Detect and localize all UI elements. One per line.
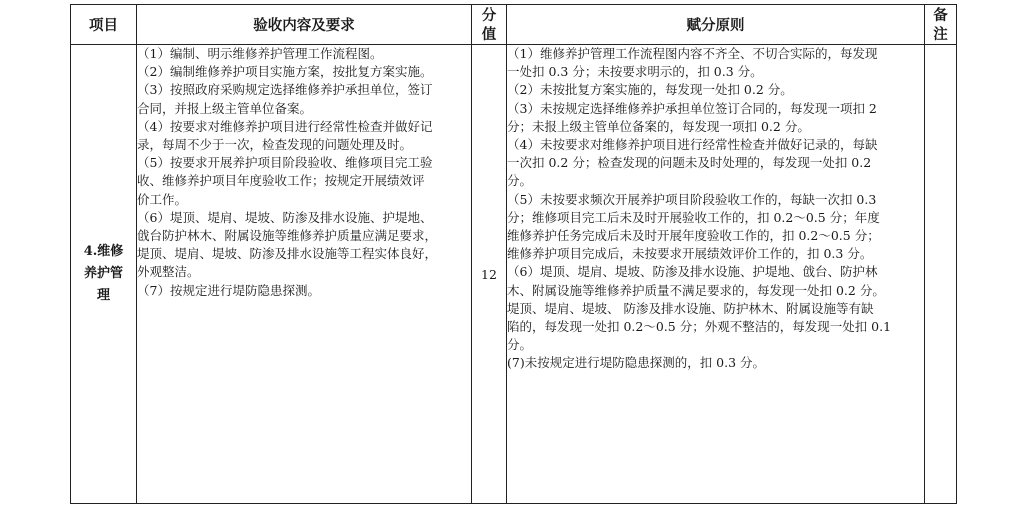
content-line: （3）按照政府采购规定选择维修养护承担单位，签订 bbox=[137, 82, 433, 98]
score-value: 12 bbox=[481, 266, 497, 282]
rule-line: 分；未报上级主管单位备案的，每发现一项扣 0.2 分。 bbox=[507, 118, 810, 134]
rule-cell bbox=[507, 45, 925, 504]
content-line: （4）按要求对维修养护项目进行经常性检查并做好记 bbox=[137, 118, 433, 134]
item-cell bbox=[71, 45, 137, 504]
item-line: 4.维修 bbox=[83, 244, 124, 259]
rule-line: 分；维修项目完工后未及时开展验收工作的，扣 0.2～0.5 分；年度 bbox=[507, 209, 880, 225]
header-remark bbox=[925, 5, 957, 45]
header-row bbox=[71, 5, 957, 45]
acceptance-scoring-table bbox=[70, 4, 957, 504]
content-line: 合同，并报上级主管单位备案。 bbox=[137, 100, 313, 116]
content-line: （1）编制、明示维修养护管理工作流程图。 bbox=[137, 46, 383, 61]
rule-line: （2）未按批复方案实施的，每发现一处扣 0.2 分。 bbox=[507, 82, 793, 98]
content-line: 戗台防护林木、附属设施等维修养护质量应满足要求， bbox=[137, 228, 438, 244]
header-rule-label: 赋分原则 bbox=[686, 17, 745, 34]
item-line: 理 bbox=[96, 288, 110, 303]
header-score bbox=[472, 5, 507, 45]
rule-line: （5）未按要求频次开展养护项目阶段验收工作的，每缺一次扣 0.3 bbox=[507, 191, 877, 207]
rule-line: 一次扣 0.2 分；检查发现的问题未及时处理的，每发现一处扣 0.2 bbox=[507, 155, 872, 171]
content-line: （6）堤顶、堤肩、堤坡、防渗及排水设施、护堤地、 bbox=[137, 209, 433, 225]
header-rule bbox=[507, 5, 925, 45]
rule-line: （4）未按要求对维修养护项目进行经常性检查并做好记录的，每缺 bbox=[507, 137, 878, 153]
rule-line: 一处扣 0.3 分；未按要求明示的，扣 0.3 分。 bbox=[507, 64, 763, 80]
header-score-line-1: 分 bbox=[481, 6, 497, 24]
header-item-label: 项目 bbox=[89, 17, 118, 34]
header-remark-line-2: 注 bbox=[933, 25, 948, 43]
content-line: （2）编制维修养护项目实施方案，按批复方案实施。 bbox=[137, 64, 433, 80]
content-line: 价工作。 bbox=[137, 191, 188, 207]
score-cell bbox=[472, 45, 507, 504]
rule-line: 陷的，每发现一处扣 0.2～0.5 分；外观不整洁的，每发现一处扣 0.1 bbox=[507, 319, 892, 335]
rule-line: 分。 bbox=[507, 173, 533, 189]
header-remark-line-1: 备 bbox=[933, 6, 948, 24]
content-line: 收、维修养护项目年度验收工作；按规定开展绩效评 bbox=[137, 173, 425, 189]
rule-line: （3）未按规定选择维修养护承担单位签订合同的，每发现一项扣 2 bbox=[507, 100, 877, 116]
content-line: 录，每周不少于一次，检查发现的问题处理及时。 bbox=[137, 137, 413, 153]
rule-line: 堤顶、堤肩、堤坡、 防渗及排水设施、防护林木、附属设施等有缺 bbox=[507, 300, 874, 316]
content-line: 外观整洁。 bbox=[137, 264, 200, 280]
header-item bbox=[71, 5, 137, 45]
rule-line: 维修养护任务完成后未及时开展年度验收工作的，扣 0.2～0.5 分； bbox=[507, 228, 880, 244]
header-content-label: 验收内容及要求 bbox=[253, 17, 355, 34]
rule-line: (7)未按规定进行堤防隐患探测的，扣 0.3 分。 bbox=[507, 355, 766, 371]
rule-line: （1）维修养护管理工作流程图内容不齐全、不切合实际的，每发现 bbox=[507, 46, 878, 61]
content-line: 堤顶、堤肩、堤坡、防渗及排水设施等工程实体良好， bbox=[137, 246, 438, 262]
item-line: 养护管 bbox=[83, 266, 123, 281]
header-content bbox=[137, 5, 472, 45]
content-line: （7）按规定进行堤防隐患探测。 bbox=[137, 282, 320, 298]
rule-line: 木、附属设施等维修养护质量不满足要求的，每发现一处扣 0.2 分。 bbox=[507, 282, 885, 298]
table-row bbox=[71, 45, 957, 504]
content-line: （5）按要求开展养护项目阶段验收、维修项目完工验 bbox=[137, 155, 433, 171]
header-score-line-2: 值 bbox=[481, 25, 497, 43]
rule-line: 分。 bbox=[507, 337, 533, 353]
rule-line: （6）堤顶、堤肩、堤坡、防渗及排水设施、护堤地、戗台、防护林 bbox=[507, 264, 878, 280]
content-cell bbox=[137, 45, 472, 504]
rule-line: 维修养护项目完成后，未按要求开展绩效评价工作的，扣 0.3 分。 bbox=[507, 246, 873, 262]
remark-cell bbox=[925, 45, 957, 504]
